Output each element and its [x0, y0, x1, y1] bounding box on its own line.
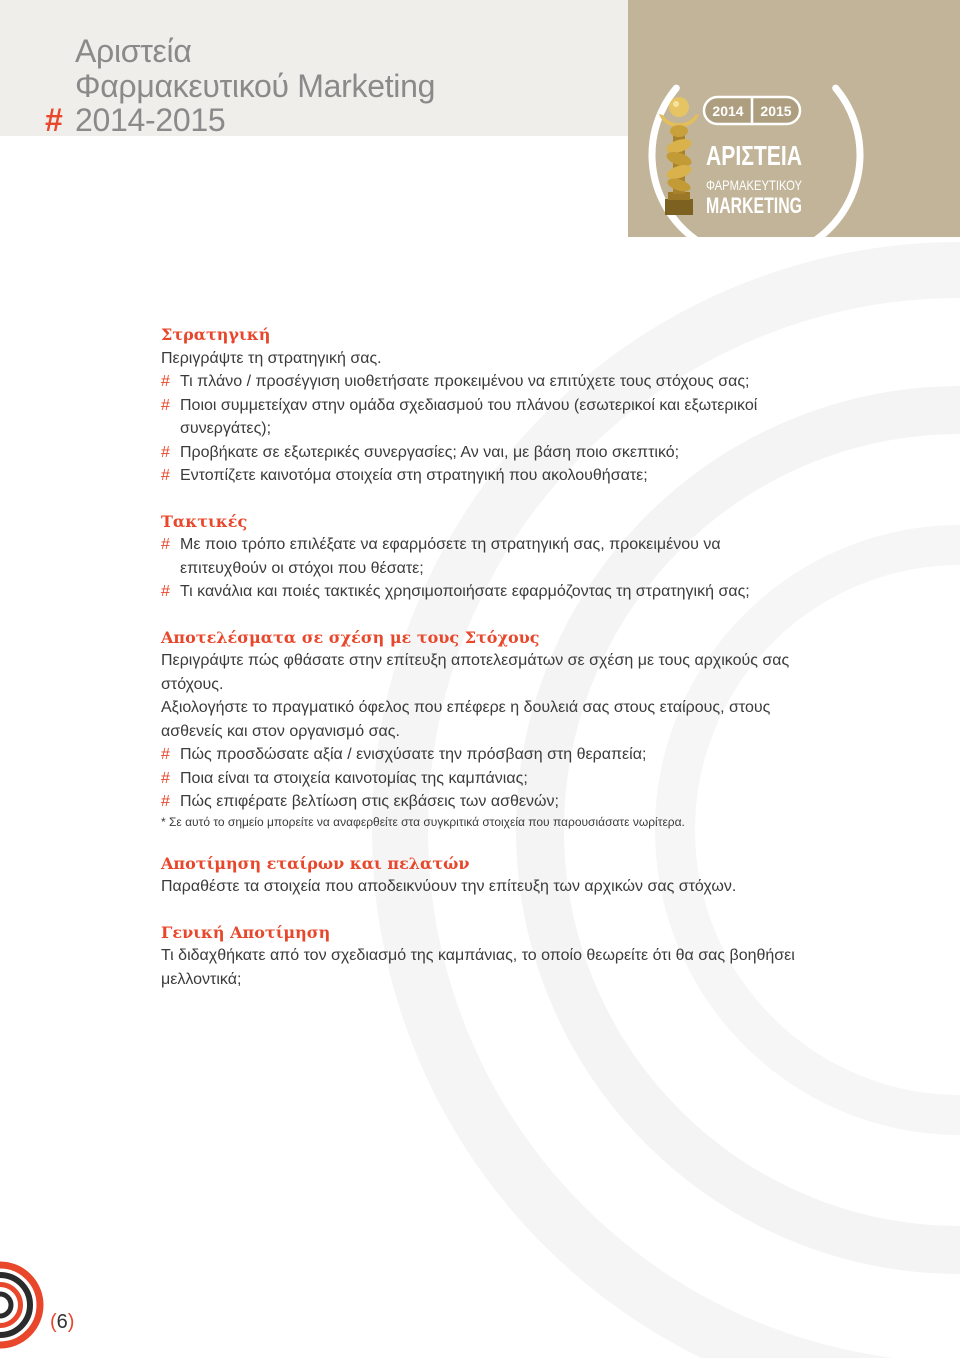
text-line: Αξιολογήστε το πραγματικό όφελος που επέφερε η δουλειά σας στους εταίρους, στους: [161, 699, 771, 716]
title-line-3: [45, 102, 435, 138]
bullet-item: [161, 370, 881, 394]
section-results: [161, 626, 881, 830]
bullet-item: [161, 394, 881, 441]
section-heading: Αποτελέσματα σε σχέση με τους Στόχους: [161, 627, 540, 647]
hash-marker: #: [161, 583, 170, 600]
logo-year-right: 2015: [760, 103, 792, 119]
section-general-evaluation: [161, 921, 881, 992]
bullet-item: [161, 790, 881, 814]
section-heading: Γενική Αποτίμηση: [161, 922, 331, 942]
hash-marker: #: [161, 443, 170, 461]
logo-name: ΑΡΙΣΤΕΙΑ: [706, 140, 802, 171]
golden-statue-icon: [659, 97, 699, 215]
bullet-item: [161, 580, 881, 604]
awards-logo-panel: [628, 0, 960, 237]
section-partner-evaluation: [161, 852, 881, 899]
bullet-text: [180, 790, 881, 814]
text-line: Τι διδαχθήκατε από τον σχεδιασμό της καμπάνιας, το οποίο θεωρείτε ότι θα σας βοηθήσει: [161, 947, 795, 964]
hash-marker: #: [161, 746, 170, 763]
text-line: Τι κανάλια και ποιές τακτικές χρησιμοποιήσατε εφαρμόζοντας τη στρατηγική σας;: [180, 583, 750, 600]
concentric-rings-logo: [0, 1255, 48, 1355]
text-line: Εντοπίζετε καινοτόμα στοιχεία στη στρατηγική που ακολουθήσατε;: [180, 467, 648, 484]
hash-marker: #: [161, 769, 170, 787]
bullet-item: [161, 743, 881, 767]
bullet-text: [180, 394, 881, 441]
awards-logo: [628, 0, 960, 237]
text-line: Με ποιο τρόπο επιλέξατε να εφαρμόσετε τη στρατηγική σας, προκειμένου να: [180, 536, 721, 553]
footnote: * Σε αυτό το σημείο μπορείτε να αναφερθείτε στα συγκριτικά στοιχεία που παρουσιάσατε νωρίτερα.: [161, 814, 685, 829]
text-line: Περιγράψτε πώς φθάσατε στην επίτευξη αποτελεσμάτων σε σχέση με τους αρχικούς σας: [161, 652, 790, 669]
text-line: Τι πλάνο / προσέγγιση υιοθετήσατε προκειμένου να επιτύχετε τους στόχους σας;: [180, 373, 750, 390]
text-line: Περιγράψτε τη στρατηγική σας.: [161, 349, 382, 367]
title-line-1: Αριστεία: [75, 33, 192, 69]
text-line: Παραθέστε τα στοιχεία που αποδεικνύουν την επίτευξη των αρχικών σας στόχων.: [161, 878, 737, 895]
section-strategy: [161, 323, 881, 488]
bullet-text: [180, 580, 881, 604]
hash-marker: #: [161, 396, 170, 414]
section-heading: Στρατηγική: [161, 325, 271, 344]
title-line-2: Φαρμακευτικού Marketing: [75, 67, 436, 104]
section-heading: Αποτίμηση εταίρων και πελατών: [161, 853, 470, 873]
page-number-value: 6: [56, 1311, 68, 1333]
text-line: Προβήκατε σε εξωτερικές συνεργασίες; Αν ναι, με βάση ποιο σκεπτικό;: [180, 443, 680, 461]
bullet-text: [180, 743, 881, 767]
logo-year-left: 2014: [712, 103, 744, 119]
hash-marker: #: [161, 793, 170, 810]
text-line: Πώς επιφέρατε βελτίωση στις εκβάσεις των ασθενών;: [180, 793, 559, 810]
paragraph: [161, 875, 881, 899]
document-body: [161, 323, 881, 991]
title-years: 2014-2015: [75, 102, 226, 138]
hash-marker: #: [161, 536, 170, 553]
page-number-close-paren: ): [67, 1311, 75, 1333]
bullet-text: [180, 464, 881, 488]
bullet-text: [180, 441, 881, 465]
hash-marker: #: [161, 467, 170, 484]
logo-subtitle: ΦΑΡΜΑΚΕΥΤΙΚΟΥ: [706, 177, 803, 193]
bullet-item: [161, 533, 881, 580]
paragraph: [161, 944, 881, 991]
bullet-item: [161, 464, 881, 488]
text-line: Ποια είναι τα στοιχεία καινοτομίας της καμπάνιας;: [180, 769, 528, 787]
page-title: [45, 33, 436, 138]
hash-marker: #: [161, 373, 170, 390]
bullet-text: [180, 533, 881, 580]
page-number-open-paren: (: [50, 1311, 57, 1333]
page-number: [50, 1309, 74, 1335]
text-line: στόχους.: [161, 675, 224, 693]
title-hash: #: [45, 102, 63, 138]
paragraph: [161, 649, 881, 696]
logo-subtitle-2: MARKETING: [706, 193, 802, 218]
section-tactics: [161, 510, 881, 604]
paragraph: [161, 696, 881, 743]
text-line: επιτευχθούν οι στόχοι που θέσατε;: [180, 559, 424, 577]
bullet-text: [180, 767, 881, 791]
paragraph: [161, 347, 881, 371]
text-line: ασθενείς και στον οργανισμό σας.: [161, 722, 400, 740]
text-line: Πώς προσδώσατε αξία / ενισχύσατε την πρόσβαση στη θεραπεία;: [180, 746, 647, 763]
bullet-item: [161, 441, 881, 465]
bullet-item: [161, 767, 881, 791]
text-line: συνεργάτες);: [180, 420, 272, 437]
section-heading: Τακτικές: [161, 511, 248, 531]
text-line: Ποιοι συμμετείχαν στην ομάδα σχεδιασμού του πλάνου (εσωτερικοί και εξωτερικοί: [180, 396, 758, 414]
bullet-text: [180, 370, 881, 394]
text-line: μελλοντικά;: [161, 970, 242, 988]
